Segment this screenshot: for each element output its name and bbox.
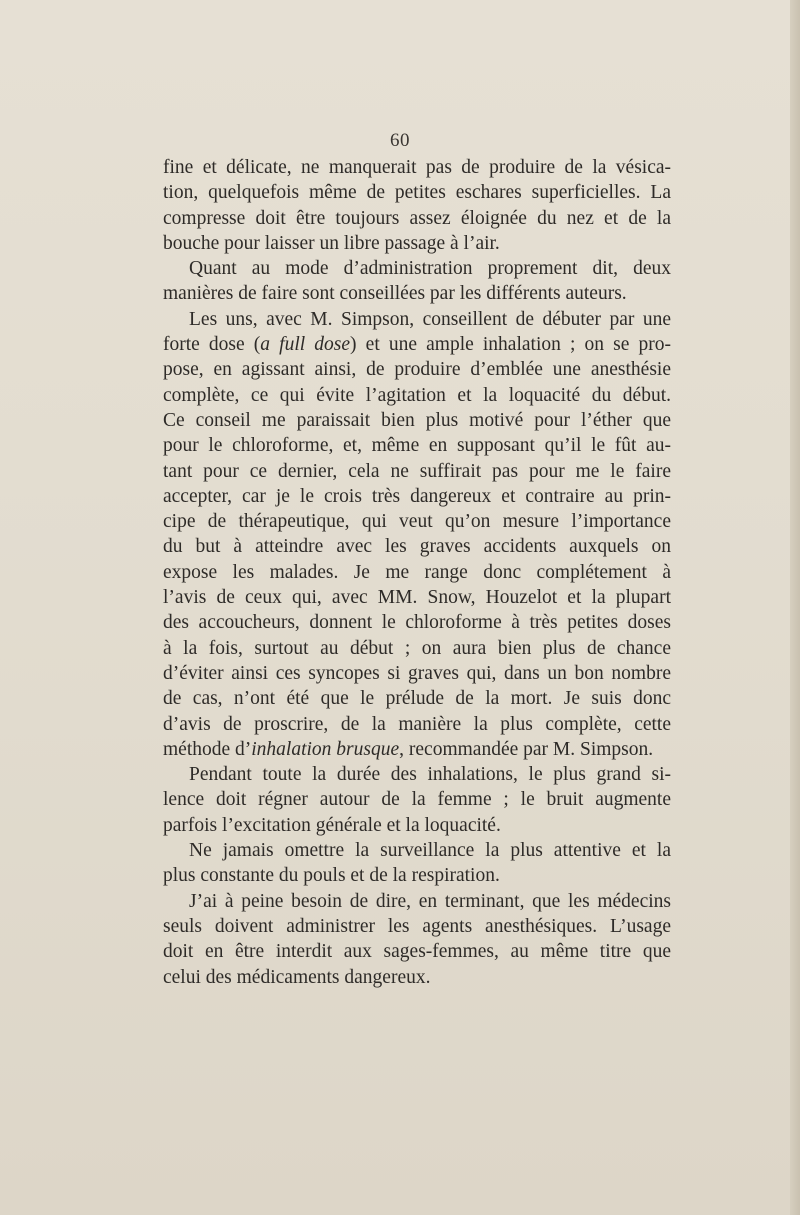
text-line: bouche pour laisser un libre passage à l’air. — [163, 232, 500, 254]
text-line: expose les malades. Je me range donc complétement à — [163, 561, 671, 583]
paragraph-2 — [163, 256, 671, 307]
text-line: Ne jamais omettre la surveillance la plus attentive et la — [189, 840, 671, 862]
text-line: lence doit régner autour de la femme ; le bruit augmente — [163, 789, 671, 811]
text-line: l’avis de ceux qui, avec MM. Snow, Houzelot et la plupart — [163, 587, 671, 609]
body-text — [163, 155, 671, 990]
paragraph-6 — [163, 889, 671, 990]
paragraph-1 — [163, 155, 671, 256]
italic-phrase: a full dose — [260, 334, 351, 356]
text-line: accepter, car je le crois très dangereux et contraire au prin- — [163, 485, 671, 507]
paragraph-3 — [163, 307, 671, 762]
text-line: d’avis de proscrire, de la manière la plus complète, cette — [163, 713, 671, 735]
text-line: Les uns, avec M. Simpson, conseillent de débuter par une — [189, 308, 671, 330]
text-line: plus constante du pouls et de la respiration. — [163, 865, 500, 887]
text-line: tant pour ce dernier, cela ne suffirait pas pour me le faire — [163, 460, 671, 482]
text-line: complète, ce qui évite l’agitation et la loquacité du début. — [163, 384, 671, 406]
page-edge — [790, 0, 800, 1215]
text-line: Pendant toute la durée des inhalations, le plus grand si- — [189, 764, 671, 786]
page-number: 60 — [390, 130, 410, 151]
text-line: d’éviter ainsi ces syncopes si graves qui, dans un bon nombre — [163, 662, 671, 684]
text-line: Ce conseil me paraissait bien plus motivé pour l’éther que — [163, 409, 671, 431]
text-line: seuls doivent administrer les agents anesthésiques. L’usage — [163, 915, 671, 937]
text-line: cipe de thérapeutique, qui veut qu’on mesure l’importance — [163, 511, 671, 533]
text-line: à la fois, surtout au début ; on aura bien plus de chance — [163, 637, 671, 659]
text-line: des accoucheurs, donnent le chloroforme à très petites doses — [163, 612, 671, 634]
text-line: pose, en agissant ainsi, de produire d’emblée une anesthésie — [163, 359, 671, 381]
text-line: forte dose (a full dose) et une ample inhalation ; on se pro- — [163, 334, 672, 356]
text-line: doit en être interdit aux sages-femmes, au même titre que — [163, 941, 671, 963]
text-line: compresse doit être toujours assez éloignée du nez et de la — [163, 207, 671, 229]
text-line: parfois l’excitation générale et la loquacité. — [163, 814, 501, 836]
text-line: méthode d’inhalation brusque, recommandée par M. Simpson. — [163, 738, 654, 760]
text-line: Quant au mode d’administration proprement dit, deux — [189, 258, 671, 280]
text-line: manières de faire sont conseillées par les différents auteurs. — [163, 283, 627, 305]
text-line: du but à atteindre avec les graves accidents auxquels on — [163, 536, 671, 558]
paragraph-5 — [163, 838, 671, 889]
text-line: fine et délicate, ne manquerait pas de produire de la vésica- — [163, 157, 671, 178]
text-line: celui des médicaments dangereux. — [163, 966, 431, 988]
text-line: pour le chloroforme, et, même en supposant qu’il le fût au- — [163, 435, 671, 457]
paragraph-4 — [163, 762, 671, 838]
italic-phrase: inhalation brusque — [251, 738, 400, 760]
text-line: J’ai à peine besoin de dire, en terminant, que les médecins — [189, 890, 671, 912]
text-line: tion, quelquefois même de petites eschares superficielles. La — [163, 182, 671, 204]
text-line: de cas, n’ont été que le prélude de la mort. Je suis donc — [163, 688, 671, 710]
